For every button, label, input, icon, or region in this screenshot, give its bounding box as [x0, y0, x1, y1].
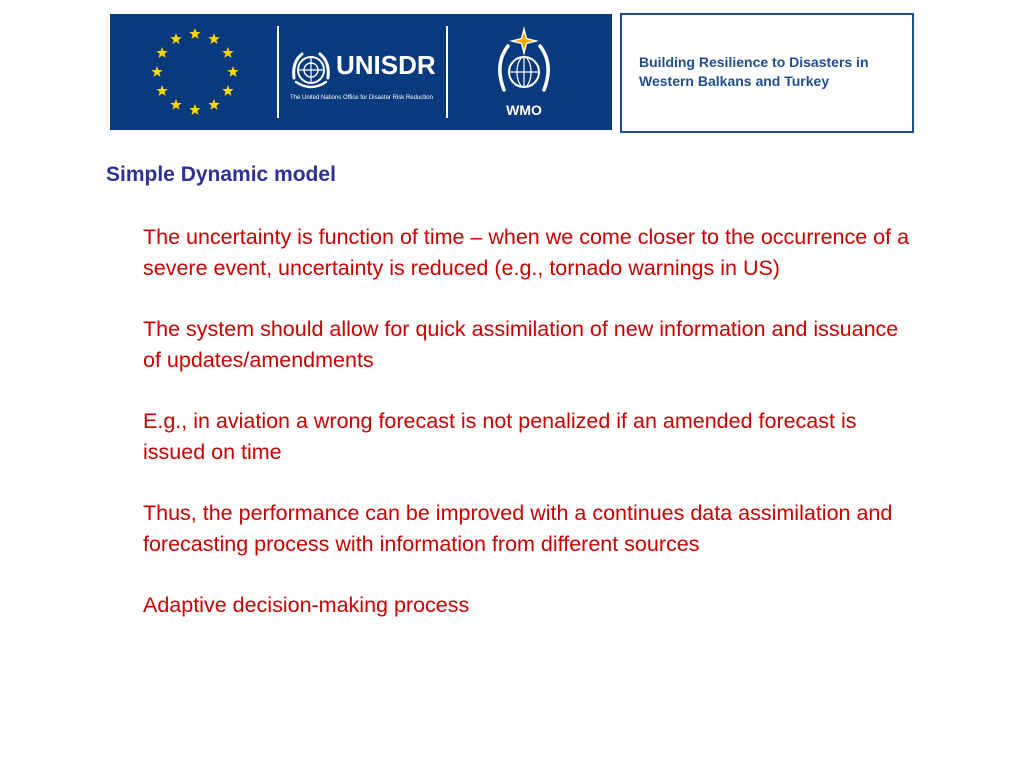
slide-heading: Simple Dynamic model	[106, 163, 336, 186]
eu-star-icon	[227, 66, 238, 77]
banner-divider	[446, 26, 448, 118]
project-title-line-1: Building Resilience to Disasters in	[639, 54, 869, 70]
eu-star-icon	[208, 33, 219, 44]
eu-flag-icon	[140, 24, 250, 120]
eu-star-icon	[189, 28, 200, 39]
unisdr-subtitle: The United Nations Office for Disaster Risk Reduction	[290, 95, 433, 101]
un-emblem-icon	[288, 48, 334, 94]
list-item: E.g., in aviation a wrong forecast is not penalized if an amended forecast is issued on time	[143, 409, 857, 464]
eu-star-icon	[208, 99, 219, 110]
list-item: Adaptive decision-making process	[143, 593, 470, 617]
eu-star-icon	[156, 85, 167, 96]
eu-star-icon	[222, 85, 233, 96]
eu-star-icon	[189, 104, 200, 115]
eu-star-icon	[170, 33, 181, 44]
project-title-box	[620, 13, 914, 133]
eu-star-icon	[222, 47, 233, 58]
project-title	[639, 53, 909, 91]
wmo-emblem-icon	[496, 24, 552, 98]
eu-star-icon	[151, 66, 162, 77]
bullet-list	[143, 222, 913, 652]
banner-divider	[277, 26, 279, 118]
logo-banner	[110, 14, 612, 130]
eu-star-icon	[170, 99, 181, 110]
unisdr-name: UNISDR	[336, 50, 436, 80]
wmo-name: WMO	[506, 102, 542, 118]
project-title-line-2: Western Balkans and Turkey	[639, 73, 830, 89]
wmo-logo	[490, 22, 558, 122]
list-item: The uncertainty is function of time – when we come closer to the occurrence of a severe event, uncertainty is reduced (e.g., tornado warnings in US)	[143, 225, 910, 280]
eu-star-icon	[156, 47, 167, 58]
list-item: Thus, the performance can be improved with a continues data assimilation and forecasting process with information from different sources	[143, 501, 893, 556]
list-item: The system should allow for quick assimilation of new information and issuance of updates/amendments	[143, 317, 899, 372]
unisdr-logo	[288, 44, 448, 104]
